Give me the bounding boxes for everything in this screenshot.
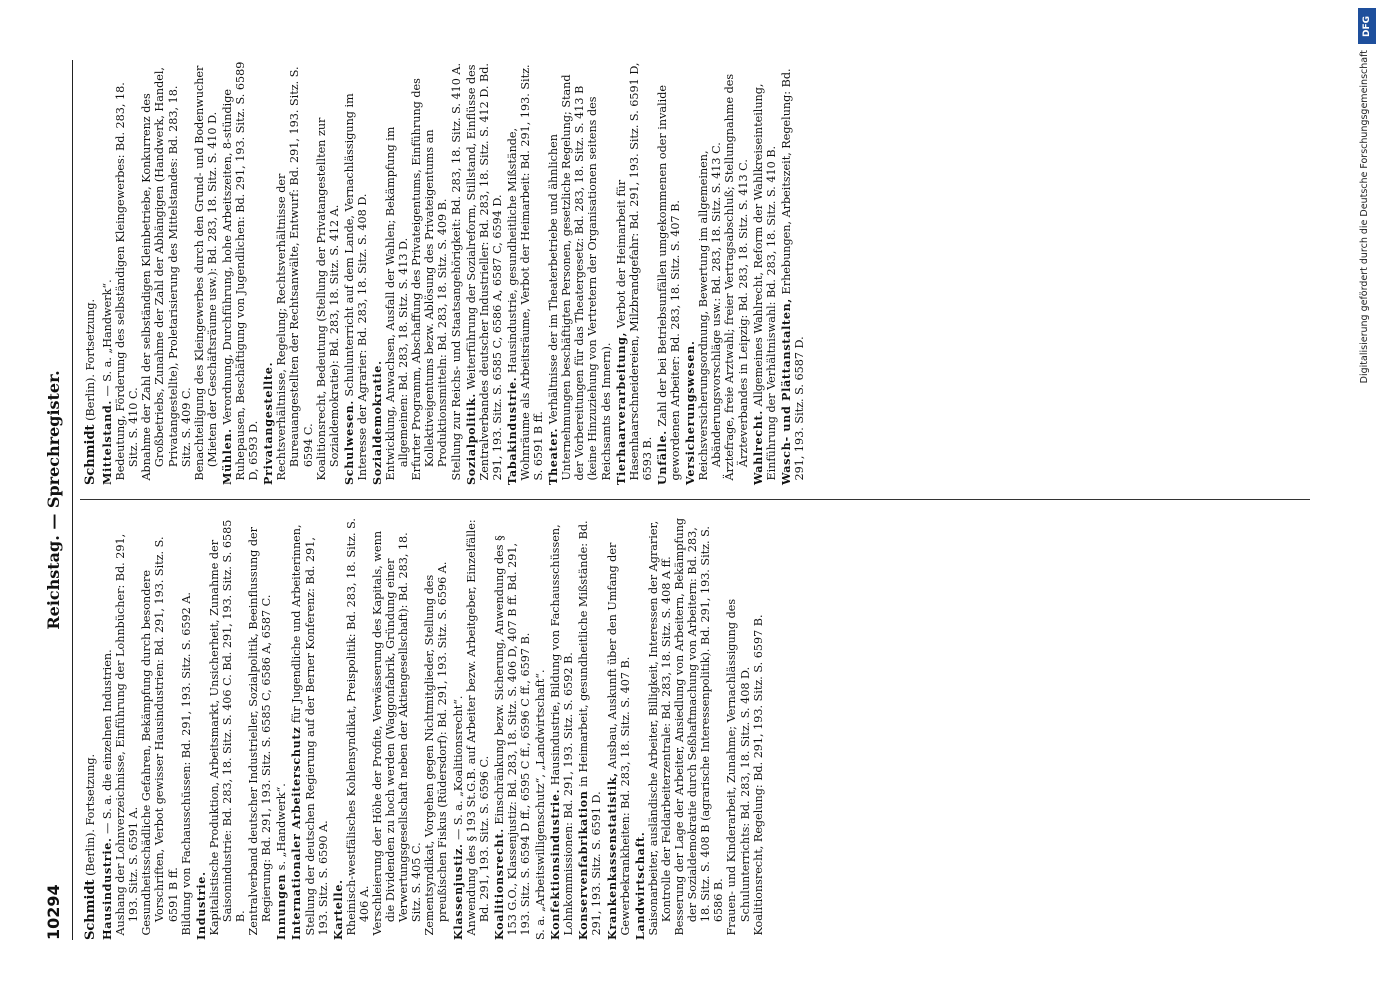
index-topic: Krankenkassenstatistik, bbox=[604, 772, 619, 940]
index-subentry: Abnahme der Zahl der selbständigen Kleinbetriebe, Konkurrenz des Großbetriebs, Zunahme der Zahl der Abhängigen (Handwerk, Handel, Privatangestellte), Proletarisierung des Mittelstandes: Bd. 283, 18. Sitz. S. 409 C. bbox=[140, 67, 193, 481]
index-topic-text: Erhebungen, Arbeitszeit, Regelung: Bd. 291, 193. Sitz. S. 6587 D. bbox=[779, 68, 806, 481]
index-subentry: Saisonarbeiter, ausländische Arbeiter, Billigkeit, Interessen der Agrarier, Kontrolle der Feldarbeiterzentrale: Bd. 283, 18. Sitz. S. 408 A ff. bbox=[646, 520, 673, 936]
index-entry-group bbox=[452, 515, 491, 940]
index-subentry: Entwicklung, Anwachsen, Ausfall der Wahlen; Bekämpfung im allgemeinen: Bd. 283, 18. Sitz. S. 413 D. bbox=[384, 126, 411, 481]
index-topic: Privatangestellte. bbox=[261, 361, 276, 485]
index-subentry: Verschleierung der Höhe der Profite, Verwässerung des Kapitals, wenn die Dividenden zu hoch werden (Waggonfabrik, Gründung einer Verwertungsgesellschaft neben der Aktiengesellschaft): Bd. 283, 18. Sitz. S. 405 C. bbox=[370, 530, 424, 936]
index-topic-text: Hausindustrie, gesundheitliche Mißstände, Wohnräume als Arbeitsräume, Verbot der Heimarbeit: Bd. 291, 193. Sitz. S. 6591 B ff. bbox=[505, 64, 546, 481]
index-topic-text: S. a. „Arbeitswilligenschutz“, „Landwirtschaft“. bbox=[534, 669, 548, 940]
index-topic: Wasch- und Plättanstalten, bbox=[778, 298, 793, 485]
index-topic-text: Einschränkung bezw. Sicherung, Anwendung des § 153 G.O., Klassenjustiz: Bd. 283, 18. Sitz. S. 406 D, 407 B ff. Bd. 291, 193. Sitz. S. 6594 D ff., 6595 C ff., 6596 C ff., 6597 B. bbox=[492, 535, 532, 936]
index-entry-group bbox=[606, 515, 632, 940]
index-subentry: Reichsversicherungsordnung, Bewertung im allgemeinen, Abänderungsvorschläge usw.: Bd. 283, 18. Sitz. S. 413 C. bbox=[697, 142, 724, 481]
index-topic-text: — S. a. die einzelnen Industrien. bbox=[101, 649, 115, 834]
index-topic-text: Verhältnisse der im Theaterbetriebe und ähnlichen Unternehmungen beschäftigten Personen, gesetzliche Regelung; Stand der Vorbereitungen für das Theatergesetz: Bd. 283, 18. Sitz. S. 413 B (keine Hinzuziehung von Vertretern der Organisationen seitens des Reichsamts des Innern). bbox=[547, 74, 613, 481]
index-subentry: Zementsyndikat, Vorgehen gegen Nichtmitglieder, Stellung des preußischen Fiskus (Rüdersdorf): Bd. 291, 193. Sitz. S. 6596 A. bbox=[423, 561, 450, 936]
index-topic: Konservenfabrikation bbox=[576, 790, 591, 940]
index-topic-text: Verordnung, Durchführung, hohe Arbeitszeiten, 8-stündige Ruhepausen, Beschäftigung von Jugendlichen: Bd. 291, 193. Sitz. S. 6589 D, 6593 D. bbox=[220, 61, 261, 481]
page-number: 10294 bbox=[44, 884, 63, 940]
dfg-logo: DFG bbox=[1358, 8, 1376, 44]
index-heading bbox=[506, 60, 545, 485]
index-subentry: Besserung der Lage der Arbeiter, Ansiedlung von Arbeitern, Bekämpfung der Sozialdemokratie durch Seßhaftmachung von Arbeitern: Bd. 283, 18. Sitz. S. 408 B (agrarische Interessenpolitik). Bd. 291, 193. Sitz. S. 6586 B. bbox=[673, 517, 726, 936]
index-entry-group bbox=[534, 515, 547, 940]
index-heading bbox=[465, 60, 504, 485]
index-entry-group bbox=[101, 515, 193, 940]
index-subentry: Benachteiligung des Kleingewerbes durch den Grund- und Bodenwucher (Mieten der Geschäftsräume usw.): Bd. 283, 18. Sitz. S. 410 D. bbox=[192, 65, 219, 481]
index-subentry: Aushang der Lohnverzeichnisse, Einführung der Lohnbücher: Bd. 291, 193. Sitz. S. 6591 A. bbox=[114, 533, 141, 936]
index-topic-text: in Heimarbeit, gesundheitliche Mißstände: Bd. 291, 193. Sitz. S. 6591 D. bbox=[577, 520, 604, 936]
index-entry-group bbox=[634, 515, 765, 940]
index-heading bbox=[549, 515, 575, 940]
index-heading bbox=[101, 60, 114, 485]
index-topic-text: Weiterführung der Sozialreform, Stillstand, Einflüsse des Zentralverbandes deutscher Industrieller: Bd. 283, 18. Sitz. S. 412 D. Bd. 291, 193. Sitz. S. 6585 C, 6586 A, 6587 C, 6594 D. bbox=[464, 63, 504, 481]
index-entry-group bbox=[549, 515, 575, 940]
index-topic: Klassenjustiz. bbox=[450, 843, 465, 940]
index-topic: Unfälle. bbox=[654, 430, 669, 485]
index-heading bbox=[343, 60, 369, 485]
index-heading bbox=[262, 60, 275, 485]
index-subentry: Bildung von Fachausschüssen: Bd. 291, 193. Sitz. S. 6592 A. bbox=[179, 592, 193, 936]
speaker-name: Schmidt bbox=[83, 424, 98, 485]
index-entry-group bbox=[275, 515, 288, 940]
index-topic-text: Verbot der Heimarbeit für Hasenhaarschneidereien, Milzbrandgefahr: Bd. 291, 193. Sitz. S. 6591 D, 6593 B. bbox=[614, 62, 654, 481]
index-topic-text: Ausbau, Auskunft über den Umfang der Gewerbekrankheiten: Bd. 283, 18. Sitz. S. 407 B. bbox=[605, 542, 632, 936]
column-heading bbox=[84, 60, 97, 485]
index-entry-group bbox=[290, 515, 329, 940]
index-topic: Versicherungswesen. bbox=[683, 340, 698, 485]
speaker-suffix: (Berlin). Fortsetzung. bbox=[84, 753, 97, 876]
speaker-name: Schmidt bbox=[83, 879, 98, 940]
index-entry-group bbox=[780, 60, 806, 485]
index-subentry: Koalitionsrecht, Bedeutung (Stellung der Privatangestellten zur Sozialdemokratie): Bd. 283, 18. Sitz. S. 412 A. bbox=[314, 117, 341, 481]
index-subentry: Gesundheitsschädliche Gefahren, Bekämpfung durch besondere Vorschriften, Verbot gewisser Hausindustrien: Bd. 291, 193. Sitz. S. 6591 B ff. bbox=[140, 536, 180, 936]
index-entry-group bbox=[752, 60, 778, 485]
index-entry-group bbox=[547, 60, 612, 485]
index-entry-group bbox=[684, 60, 749, 485]
index-heading bbox=[493, 515, 532, 940]
index-topic-text: s. „Handwerk“. bbox=[275, 783, 289, 871]
index-heading bbox=[684, 60, 697, 485]
header-rule bbox=[72, 60, 73, 940]
index-subentry: Bedeutung, Förderung des selbständigen Kleingewerbes: Bd. 283, 18. Sitz. S. 410 C. bbox=[114, 82, 141, 481]
index-heading bbox=[275, 515, 288, 940]
column-divider bbox=[80, 499, 1310, 500]
right-column bbox=[84, 60, 808, 485]
index-topic-text: Hausindustrie, Bildung von Fachausschüssen, Lohnkommissionen: Bd. 291, 193. Sitz. S. 6592 B. bbox=[549, 524, 576, 936]
index-entry-group bbox=[343, 60, 369, 485]
index-entry-group bbox=[493, 515, 532, 940]
index-heading bbox=[371, 60, 384, 485]
index-entry-group bbox=[101, 60, 219, 485]
index-subentry: Zentralverband deutscher Industrieller, Sozialpolitik, Beeinflussung der Regierung: Bd. 291, 193. Sitz. S. 6585 C, 6586 A, 6587 C. bbox=[247, 527, 274, 936]
index-heading bbox=[656, 60, 682, 485]
index-topic: Kartelle. bbox=[330, 879, 345, 940]
index-subentry: Stellung zur Reichs- und Staatsangehörigkeit: Bd. 283, 18. Sitz. S. 410 A. bbox=[449, 62, 463, 481]
index-heading bbox=[615, 60, 654, 485]
index-entry-group bbox=[465, 60, 504, 485]
index-topic: Tabakindustrie. bbox=[504, 376, 519, 485]
index-topic: Sozialdemokratie. bbox=[369, 360, 384, 485]
index-subentry: Rechtsverhältnisse, Regelung; Rechtsverhältnisse der Bureauangestellten der Rechtsanwälte, Entwurf: Bd. 291, 193. Sitz. S. 6594 C. bbox=[275, 66, 315, 481]
index-heading bbox=[101, 515, 114, 940]
index-topic: Mittelstand. bbox=[100, 400, 115, 485]
index-entry-group bbox=[332, 515, 450, 940]
index-topic-text: Allgemeines Wahlrecht, Reform der Wahlkreiseinteilung, Einführung der Verhältniswahl: Bd. 283, 18. Sitz. S. 410 B. bbox=[751, 83, 778, 481]
index-topic: Sozialpolitik. bbox=[463, 393, 478, 485]
index-subentry: Koalitionsrecht, Regelung: Bd. 291, 193. Sitz. S. 6597 B. bbox=[751, 614, 765, 936]
index-entry-group bbox=[615, 60, 654, 485]
index-heading bbox=[221, 60, 260, 485]
index-topic: Innungen bbox=[274, 873, 289, 940]
index-topic: Wahlrecht. bbox=[750, 410, 765, 485]
index-subentry: Ärztefrage, freie Arztwahl; freier Vertragsabschluß; Stellungnahme des Ärzteverbandes in Leipzig: Bd. 283, 18. Sitz. S. 413 C. bbox=[723, 73, 750, 481]
index-topic-text: — S. a. „Koalitionsrecht“. bbox=[451, 695, 465, 840]
index-entry-group bbox=[656, 60, 682, 485]
index-heading bbox=[195, 515, 208, 940]
index-topic-text: Zahl der bei Betriebsunfällen umgekommenen oder invalide gewordenen Arbeiter: Bd. 283, 18. Sitz. S. 407 B. bbox=[655, 84, 683, 481]
index-topic-text: — S. a. „Handwerk“. bbox=[101, 279, 115, 397]
index-entry-group bbox=[195, 515, 274, 940]
index-topic: Theater. bbox=[546, 427, 561, 485]
index-entry-group bbox=[577, 515, 603, 940]
index-topic: Tierhaarverarbeitung, bbox=[613, 331, 628, 485]
index-heading bbox=[452, 515, 465, 940]
register-title: Reichstag. — Sprechregister. bbox=[44, 370, 63, 630]
index-subentry: Erfurter Programm, Abschaffung des Privateigentums, Einführung des Kollektiveigentums bezw. Ablösung des Privateigentums an Produktionsmitteln: Bd. 283, 18. Sitz. S. 409 B. bbox=[410, 78, 450, 481]
index-entry-group bbox=[371, 60, 463, 485]
left-column bbox=[84, 515, 767, 940]
index-heading bbox=[752, 60, 778, 485]
index-subentry: Rheinisch-westfälisches Kohlensyndikat, Preispolitik: Bd. 283, 18. Sitz. S. 406 A. bbox=[344, 518, 371, 936]
index-subentry: Frauen- und Kinderarbeit, Zunahme; Vernachlässigung des Schulunterrichts: Bd. 283, 18. Sitz. S. 408 D. bbox=[725, 598, 752, 936]
index-topic-text: für Jugendliche und Arbeiterinnen, Stellung der deutschen Regierung auf der Berner Konferenz: Bd. 291, 193. Sitz. S. 6590 A. bbox=[290, 524, 330, 936]
index-topic: Mühlen. bbox=[219, 428, 234, 485]
index-heading bbox=[547, 60, 612, 485]
index-heading bbox=[290, 515, 329, 940]
index-subentry: Anwendung des § 193 St.G.B. auf Arbeiter bezw. Arbeitgeber, Einzelfälle: Bd. 291, 193. Sitz. S. 6596 C. bbox=[464, 519, 491, 936]
index-entry-group bbox=[506, 60, 545, 485]
index-topic: Koalitionsrecht. bbox=[491, 828, 506, 940]
index-heading bbox=[577, 515, 603, 940]
speaker-suffix: (Berlin). Fortsetzung. bbox=[84, 298, 97, 421]
index-topic: Internationaler Arbeiterschutz bbox=[289, 726, 304, 940]
running-header bbox=[44, 60, 70, 940]
digitization-credit bbox=[1357, 0, 1379, 1000]
index-topic: Landwirtschaft. bbox=[632, 831, 647, 940]
index-topic: Schulwesen. bbox=[341, 400, 356, 485]
index-topic: Konfektionsindustrie. bbox=[548, 788, 563, 940]
index-topic-text: Schulunterricht auf dem Lande, Vernachlässigung im Interesse der Agrarier: Bd. 283, 18. Sitz. S. 408 D. bbox=[342, 93, 369, 481]
index-heading bbox=[634, 515, 647, 940]
column-heading bbox=[84, 515, 97, 940]
index-subentry: Kapitalistische Produktion, Arbeitsmarkt, Unsicherheit, Zunahme der Saisonindustrie: Bd. 283, 18. Sitz. S. 406 C. Bd. 291, 193. Sitz. S. 6585 B. bbox=[207, 519, 248, 936]
index-topic: Hausindustrie. bbox=[100, 837, 115, 940]
index-topic: Industrie. bbox=[193, 871, 208, 940]
index-heading bbox=[332, 515, 345, 940]
index-heading bbox=[534, 515, 547, 940]
index-entry-group bbox=[221, 60, 260, 485]
index-heading bbox=[780, 60, 806, 485]
index-heading bbox=[606, 515, 632, 940]
credit-text: Digitalisierung gefördert durch die Deutsche Forschungsgemeinschaft bbox=[1359, 50, 1370, 384]
index-entry-group bbox=[262, 60, 341, 485]
